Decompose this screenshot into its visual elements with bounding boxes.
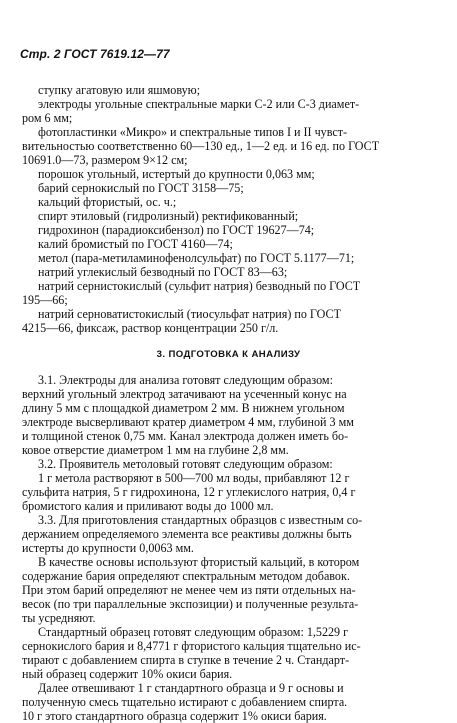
text-line: бромистого калия и приливают воды до 1000 мл.: [22, 499, 274, 513]
text-line: длину 5 мм с площадкой диаметром 2 мм. В нижнем угольном: [22, 401, 345, 415]
text-line: гидрохинон (парадиоксибензол) по ГОСТ 19627—74;: [38, 223, 315, 237]
text-line: ты усредняют.: [22, 611, 96, 625]
text-line: Далее отвешивают 1 г стандартного образца и 9 г основы и: [38, 681, 344, 695]
text-line: калий бромистый по ГОСТ 4160—74;: [38, 237, 233, 251]
text-line: При этом барий определяют не менее чем из пяти отдельных на-: [22, 583, 356, 597]
text-line: полученную смесь тщательно истирают с добавлением спирта.: [22, 695, 348, 709]
text-line: 3.3. Для приготовления стандартных образцов с известным со-: [38, 513, 363, 527]
text-line: фотопластинки «Микро» и спектральные типов I и II чувст-: [38, 125, 348, 139]
text-line: тирают с добавлением спирта в ступке в течение 2 ч. Стандарт-: [22, 653, 350, 667]
text-line: 3.1. Электроды для анализа готовят следующим образом:: [38, 373, 333, 387]
text-line: натрий серноватистокислый (тиосульфат натрия) по ГОСТ: [38, 307, 341, 321]
text-line: и толщиной стенок 0,75 мм. Канал электрода должен иметь бо-: [22, 429, 349, 443]
text-line: 4215—66, фиксаж, раствор концентрации 250 г/л.: [22, 321, 279, 335]
text-line: ковое отверстие диаметром 1 мм на глубине 2,8 мм.: [22, 443, 289, 457]
text-line: 10 г этого стандартного образца содержит 1% окиси бария.: [22, 709, 327, 723]
text-line: метол (пара-метиламинофенолсульфат) по ГОСТ 5.1177—71;: [38, 251, 355, 265]
text-line: В качестве основы используют фтористый кальций, в котором: [38, 555, 360, 569]
text-line: ром 6 мм;: [22, 111, 73, 125]
text-line: 1 г метола растворяют в 500—700 мл воды, прибавляют 12 г: [38, 471, 350, 485]
page-header: Стр. 2 ГОСТ 7619.12—77: [20, 47, 170, 61]
text-line: ный образец содержит 10% окиси бария.: [22, 667, 233, 681]
text-line: ступку агатовую или яшмовую;: [38, 83, 201, 97]
text-line: сульфита натрия, 5 г гидрохинона, 12 г углекислого натрия, 0,4 г: [22, 485, 356, 499]
text-line: спирт этиловый (гидролизный) ректификованный;: [38, 209, 299, 223]
text-line: истерты до крупности 0,0063 мм.: [22, 541, 194, 555]
text-line: натрий углекислый безводный по ГОСТ 83—63;: [38, 265, 288, 279]
text-line: электроде высверливают кратер диаметром 4 мм, глубиной 3 мм: [22, 415, 354, 429]
text-line: весок (по три параллельные экспозиции) и полученные результа-: [22, 597, 359, 611]
section-heading: 3. ПОДГОТОВКА К АНАЛИЗУ: [156, 349, 301, 360]
text-line: сернокислого бария и 8,4771 г фтористого кальция тщательно ис-: [22, 639, 361, 653]
text-line: порошок угольный, истертый до крупности 0,063 мм;: [38, 167, 315, 181]
text-line: электроды угольные спектральные марки С-2 или С-3 диамет-: [38, 97, 360, 111]
text-line: содержание бария определяют спектральным методом добавок.: [22, 569, 350, 583]
text-line: держанием определяемого элемента все реактивы должны быть: [22, 527, 352, 541]
text-line: 3.2. Проявитель метоловый готовят следующим образом:: [38, 457, 333, 471]
text-line: кальций фтористый, ос. ч.;: [38, 195, 177, 209]
text-line: 10691.0—73, размером 9×12 см;: [22, 153, 188, 167]
text-line: барий сернокислый по ГОСТ 3158—75;: [38, 181, 244, 195]
text-line: 195—66;: [22, 293, 68, 307]
text-line: натрий сернистокислый (сульфит натрия) безводный по ГОСТ: [38, 279, 361, 293]
text-line: вительностью соответственно 60—130 ед., 1—2 ед. и 16 ед. по ГОСТ: [22, 139, 380, 153]
text-line: Стандартный образец готовят следующим образом: 1,5229 г: [38, 625, 349, 639]
text-line: верхний угольный электрод затачивают на усеченный конус на: [22, 387, 347, 401]
